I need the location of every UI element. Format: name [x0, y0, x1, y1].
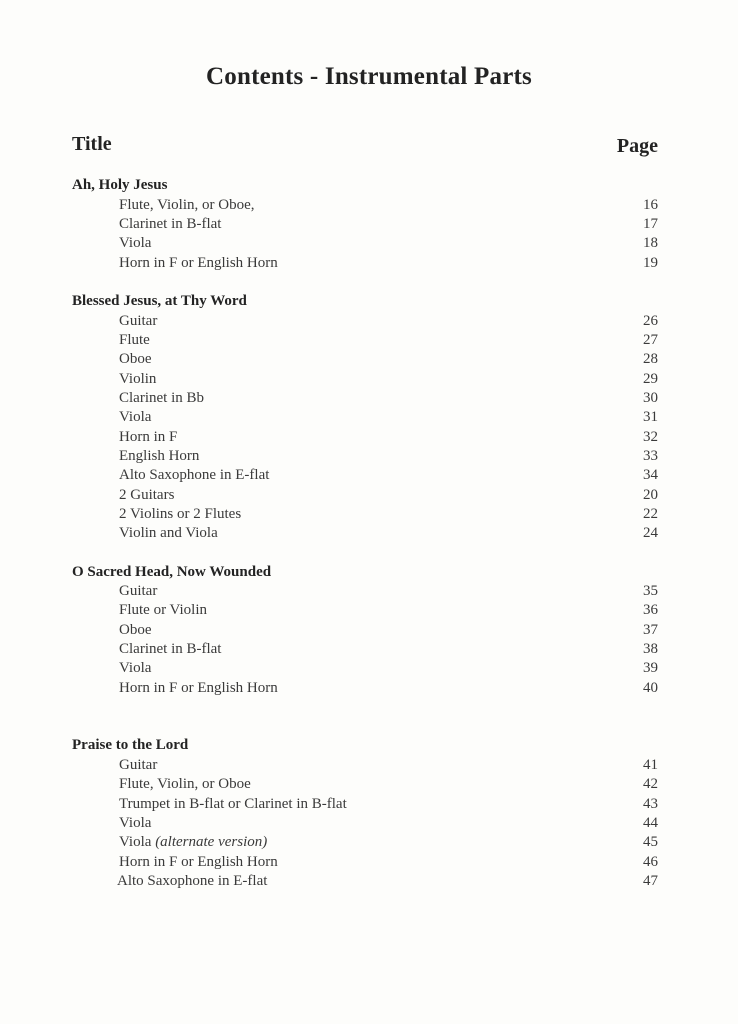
page-number: 34 — [643, 467, 658, 483]
part-label: English Horn — [119, 448, 200, 464]
page-number: 30 — [643, 390, 658, 406]
part-label: Alto Saxophone in E-flat — [119, 467, 270, 483]
page-number: 28 — [643, 351, 658, 367]
part-label: Guitar — [119, 313, 158, 329]
part-label: Guitar — [119, 757, 158, 773]
page-number: 46 — [643, 854, 658, 870]
part-label: Clarinet in B-flat — [119, 216, 222, 232]
section-title: Praise to the Lord — [72, 737, 189, 753]
page-number: 42 — [643, 776, 658, 792]
list-item — [0, 371, 738, 390]
page-number: 39 — [643, 660, 658, 676]
page-number: 22 — [643, 506, 658, 522]
list-item — [0, 506, 738, 525]
part-label: Trumpet in B-flat or Clarinet in B-flat — [119, 796, 347, 812]
part-label: Flute, Violin, or Oboe, — [119, 197, 255, 213]
page-number: 29 — [643, 371, 658, 387]
page-number: 20 — [643, 487, 658, 503]
part-label: Viola — [119, 409, 152, 425]
list-item — [0, 409, 738, 428]
column-header-page: Page — [616, 135, 658, 157]
page-number: 17 — [643, 216, 658, 232]
part-label: Viola — [119, 235, 152, 251]
part-label-text: Viola — [119, 834, 152, 850]
list-item — [0, 197, 738, 216]
part-label: Alto Saxophone in E-flat — [117, 873, 268, 889]
part-label: Clarinet in B-flat — [119, 641, 222, 657]
page-number: 27 — [643, 332, 658, 348]
page-number: 41 — [643, 757, 658, 773]
list-item — [0, 854, 738, 873]
page-number: 44 — [643, 815, 658, 831]
part-label: Flute, Violin, or Oboe — [119, 776, 251, 792]
list-item — [0, 776, 738, 795]
part-label: Horn in F — [119, 429, 178, 445]
list-item — [0, 525, 738, 544]
page-number: 31 — [643, 409, 658, 425]
list-item — [0, 660, 738, 679]
section-title: Blessed Jesus, at Thy Word — [72, 293, 247, 309]
list-item — [0, 834, 738, 853]
list-item — [0, 429, 738, 448]
page-number: 37 — [643, 622, 658, 638]
list-item — [0, 351, 738, 370]
list-item — [0, 602, 738, 621]
part-label: 2 Violins or 2 Flutes — [119, 506, 242, 522]
part-label — [119, 834, 267, 851]
part-label: Violin and Viola — [119, 525, 218, 541]
list-item — [0, 390, 738, 409]
page-number: 32 — [643, 429, 658, 445]
part-label: Horn in F or English Horn — [119, 680, 278, 696]
page-title: Contents - Instrumental Parts — [206, 63, 532, 90]
list-item — [0, 467, 738, 486]
list-item — [0, 622, 738, 641]
page-number: 47 — [643, 873, 658, 889]
list-item — [0, 796, 738, 815]
list-item — [0, 583, 738, 602]
part-label: Flute — [119, 332, 150, 348]
page-number: 18 — [643, 235, 658, 251]
part-label: Viola — [119, 660, 152, 676]
part-label: Oboe — [119, 622, 152, 638]
list-item — [0, 757, 738, 776]
part-label: Flute or Violin — [119, 602, 207, 618]
list-item — [0, 255, 738, 274]
page-number: 40 — [643, 680, 658, 696]
page-number: 19 — [643, 255, 658, 271]
list-item — [0, 313, 738, 332]
list-item — [0, 332, 738, 351]
list-item — [0, 641, 738, 660]
part-label: Guitar — [119, 583, 158, 599]
page-number: 26 — [643, 313, 658, 329]
section-title: Ah, Holy Jesus — [72, 177, 168, 193]
part-label: Oboe — [119, 351, 152, 367]
page-number: 36 — [643, 602, 658, 618]
part-label-note: (alternate version) — [155, 834, 268, 850]
page-number: 43 — [643, 796, 658, 812]
list-item — [0, 680, 738, 699]
list-item — [0, 448, 738, 467]
page-number: 24 — [643, 525, 658, 541]
list-item — [0, 873, 738, 892]
page-number: 38 — [643, 641, 658, 657]
section-title: O Sacred Head, Now Wounded — [72, 564, 272, 580]
list-item — [0, 235, 738, 254]
part-label: Violin — [119, 371, 157, 387]
part-label: Horn in F or English Horn — [119, 255, 278, 271]
page-number: 45 — [643, 834, 658, 850]
page-number: 16 — [643, 197, 658, 213]
part-label: 2 Guitars — [119, 487, 175, 503]
part-label: Viola — [119, 815, 152, 831]
part-label: Clarinet in Bb — [119, 390, 204, 406]
page-number: 35 — [643, 583, 658, 599]
page-number: 33 — [643, 448, 658, 464]
list-item — [0, 815, 738, 834]
part-label: Horn in F or English Horn — [119, 854, 278, 870]
list-item — [0, 216, 738, 235]
column-header-title: Title — [72, 133, 112, 155]
list-item — [0, 487, 738, 506]
